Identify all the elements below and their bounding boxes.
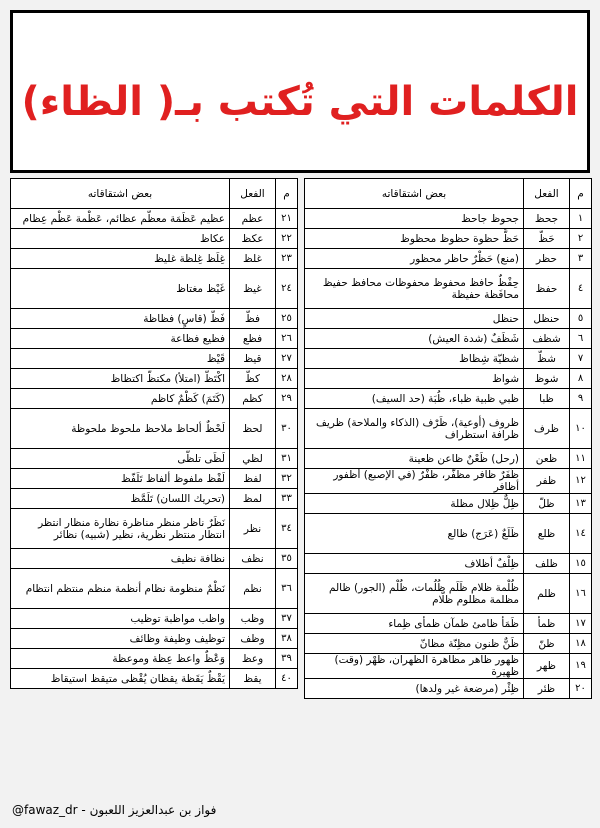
row-derivations: (تحريك اللسان) تَلَمَّظ — [11, 489, 230, 509]
row-number: ٢٤ — [276, 269, 298, 309]
row-verb: ظمأ — [524, 614, 570, 634]
table-row — [11, 309, 298, 329]
row-verb: وعظ — [230, 649, 276, 669]
row-derivations: جحوظ جاحظ — [305, 209, 524, 229]
row-number: ١٢ — [570, 469, 592, 494]
row-verb: كظّ — [230, 369, 276, 389]
row-derivations: نَظْمٌ منظومة نظام أنظمة منظم منتظم انتظام — [11, 569, 230, 609]
row-derivations: حَظٌّ حظوة حظوظ محظوظ — [305, 229, 524, 249]
row-verb: حظر — [524, 249, 570, 269]
table-row — [11, 409, 298, 449]
row-number: ٣٦ — [276, 569, 298, 609]
row-derivations: ظهور ظاهر مظاهرة الظهران، ظُهْر (وقت) ظهيرة — [305, 654, 524, 679]
row-derivations: يَقْظٌ يَقَظة يقظان يُقْظى متيقظ استيقاظ — [11, 669, 230, 689]
row-number: ٢٩ — [276, 389, 298, 409]
table-row — [305, 469, 592, 494]
row-number: ٢٨ — [276, 369, 298, 389]
row-number: ٣٥ — [276, 549, 298, 569]
row-derivations: ظِئْر (مرضعة غير ولدها) — [305, 679, 524, 699]
row-verb: ظبا — [524, 389, 570, 409]
row-verb: ظنّ — [524, 634, 570, 654]
row-derivations: واظب مواظبة توظيب — [11, 609, 230, 629]
row-number: ٣٢ — [276, 469, 298, 489]
row-verb: ظلّ — [524, 494, 570, 514]
row-verb: شوظ — [524, 369, 570, 389]
row-derivations: لَظَى تلظّى — [11, 449, 230, 469]
table-row — [305, 349, 592, 369]
row-number: ٢١ — [276, 209, 298, 229]
table-row — [305, 329, 592, 349]
row-derivations: شظيّة شِظاظ — [305, 349, 524, 369]
row-number: ١ — [570, 209, 592, 229]
row-verb: يقظ — [230, 669, 276, 689]
header-num: م — [570, 179, 592, 209]
row-verb: ظلف — [524, 554, 570, 574]
row-verb: ظلع — [524, 514, 570, 554]
row-verb: ظئر — [524, 679, 570, 699]
table-row — [11, 669, 298, 689]
row-verb: عظم — [230, 209, 276, 229]
page-title: الكلمات التي تُكتب بـ( الظاء) — [21, 79, 579, 125]
table-row — [305, 574, 592, 614]
table-row — [11, 509, 298, 549]
table-row — [305, 494, 592, 514]
row-derivations: ظَمَأ ظامئ ظمآن ظمأى ظِماء — [305, 614, 524, 634]
row-derivations: ظِلٌّ ظِلال مظلة — [305, 494, 524, 514]
table-row — [11, 369, 298, 389]
row-verb: نظف — [230, 549, 276, 569]
row-derivations: (منع) حَظْرٌ حاظر محظور — [305, 249, 524, 269]
table-row — [11, 449, 298, 469]
header-num: م — [276, 179, 298, 209]
row-verb: وظب — [230, 609, 276, 629]
row-verb: ظلم — [524, 574, 570, 614]
row-derivations: ظَنٌّ ظنون مظِنّة مظانّ — [305, 634, 524, 654]
row-derivations: فَظّ (قاسٍ) فظاظة — [11, 309, 230, 329]
row-derivations: ظروف (أوعية)، ظَرْف (الذكاء والملاحة) ظريف ظرافة استظراف — [305, 409, 524, 449]
row-number: ٨ — [570, 369, 592, 389]
row-verb: ظهر — [524, 654, 570, 679]
table-right — [304, 178, 592, 699]
row-number: ٥ — [570, 309, 592, 329]
table-row — [305, 389, 592, 409]
row-verb: غيظ — [230, 269, 276, 309]
table-row — [11, 389, 298, 409]
table-row — [11, 229, 298, 249]
row-derivations: عظيم عَظَمَة معظّم عظائم، عَظْمة عَظْم عِظام — [11, 209, 230, 229]
table-row — [305, 249, 592, 269]
row-number: ١٠ — [570, 409, 592, 449]
row-derivations: نَظَرٌ ناظر منظر مناظرة نظارة منظار انتظر انتظار منتظر نظرية، نظير (شبيه) نظائر — [11, 509, 230, 549]
table-row — [11, 629, 298, 649]
row-verb: قيظ — [230, 349, 276, 369]
header-derivs: بعض اشتقاقاته — [305, 179, 524, 209]
table-row — [11, 349, 298, 369]
row-derivations: لَفْظ ملفوظ ألفاظ تَلَفّظ — [11, 469, 230, 489]
row-verb: حَظّ — [524, 229, 570, 249]
row-number: ٣٩ — [276, 649, 298, 669]
row-number: ٣٤ — [276, 509, 298, 549]
row-verb: لظي — [230, 449, 276, 469]
row-number: ٢٢ — [276, 229, 298, 249]
row-verb: وظف — [230, 629, 276, 649]
row-derivations: ظَفَرٌ ظافر مظفّر، ظُفْرٌ (في الإصبع) أظفور أظافر — [305, 469, 524, 494]
row-derivations: فظيع فظاعة — [11, 329, 230, 349]
row-number: ١١ — [570, 449, 592, 469]
row-verb: حفظ — [524, 269, 570, 309]
row-number: ٣٧ — [276, 609, 298, 629]
row-number: ٣ — [570, 249, 592, 269]
table-header — [305, 179, 592, 209]
row-verb: نظر — [230, 509, 276, 549]
table-row — [11, 609, 298, 629]
row-derivations: قَيْظ — [11, 349, 230, 369]
row-verb: جحظ — [524, 209, 570, 229]
row-derivations: غَيْظ مغتاظ — [11, 269, 230, 309]
row-verb: فظّ — [230, 309, 276, 329]
table-row — [305, 409, 592, 449]
table-row — [305, 449, 592, 469]
table-row — [11, 489, 298, 509]
row-derivations: لَحْظٌ ألحاظ ملاحظ ملحوظ ملحوظة — [11, 409, 230, 449]
table-row — [305, 309, 592, 329]
row-number: ٦ — [570, 329, 592, 349]
table-row — [11, 569, 298, 609]
row-number: ٧ — [570, 349, 592, 369]
table-row — [305, 654, 592, 679]
row-verb: حنظل — [524, 309, 570, 329]
row-derivations: ظبي ظبية ظباء، ظُبَة (حد السيف) — [305, 389, 524, 409]
row-number: ٤٠ — [276, 669, 298, 689]
row-verb: ظعن — [524, 449, 570, 469]
row-derivations: حِفْظٌ حافظ محفوظ محفوظات محافظ حفيظ محافَظة حفيظة — [305, 269, 524, 309]
row-verb: نظم — [230, 569, 276, 609]
table-row — [305, 514, 592, 554]
row-number: ١٨ — [570, 634, 592, 654]
row-number: ٢٠ — [570, 679, 592, 699]
row-derivations: (كَتَمَ) كَظْمٌ كاظم — [11, 389, 230, 409]
title-box — [10, 10, 590, 173]
table-row — [11, 249, 298, 269]
header-derivs: بعض اشتقاقاته — [11, 179, 230, 209]
row-number: ١٤ — [570, 514, 592, 554]
table-row — [11, 469, 298, 489]
row-derivations: عكاظ — [11, 229, 230, 249]
row-verb: غلظ — [230, 249, 276, 269]
row-verb: فظع — [230, 329, 276, 349]
row-derivations: ظُلْمة ظلام ظَلَم ظُلُمات، ظُلْم (الجور) ظالم مظلمة مظلوم ظلّام — [305, 574, 524, 614]
table-row — [305, 554, 592, 574]
row-number: ٢ — [570, 229, 592, 249]
row-number: ١٧ — [570, 614, 592, 634]
table-row — [11, 649, 298, 669]
row-verb: شظّ — [524, 349, 570, 369]
row-number: ١٥ — [570, 554, 592, 574]
table-row — [11, 209, 298, 229]
row-number: ١٣ — [570, 494, 592, 514]
table-row — [305, 634, 592, 654]
row-verb: لمظ — [230, 489, 276, 509]
row-verb: عكظ — [230, 229, 276, 249]
row-number: ١٦ — [570, 574, 592, 614]
row-number: ٣٨ — [276, 629, 298, 649]
row-number: ١٩ — [570, 654, 592, 679]
table-left — [10, 178, 298, 689]
row-derivations: توظيف وظيفة وظائف — [11, 629, 230, 649]
table-row — [11, 549, 298, 569]
row-derivations: ظَلَعٌ (عَرَج) ظالع — [305, 514, 524, 554]
row-derivations: شَظَفٌ (شدة العيش) — [305, 329, 524, 349]
header-verb: الفعل — [524, 179, 570, 209]
row-verb: كظم — [230, 389, 276, 409]
row-derivations: اكْتَظّ (امتلأ) مكتظّ اكتظاظ — [11, 369, 230, 389]
row-verb: لفظ — [230, 469, 276, 489]
table-row — [11, 269, 298, 309]
row-derivations: وَعْظٌ واعظ عِظة وموعظة — [11, 649, 230, 669]
row-number: ٣٣ — [276, 489, 298, 509]
table-row — [305, 369, 592, 389]
row-derivations: شواظ — [305, 369, 524, 389]
row-derivations: ظِلْفٌ أظلاف — [305, 554, 524, 574]
row-number: ٩ — [570, 389, 592, 409]
row-number: ٢٧ — [276, 349, 298, 369]
row-derivations: حنظل — [305, 309, 524, 329]
table-header — [11, 179, 298, 209]
row-derivations: (رحل) ظَعْنٌ ظاعن ظعينة — [305, 449, 524, 469]
table-row — [305, 679, 592, 699]
row-verb: لحظ — [230, 409, 276, 449]
row-verb: ظفر — [524, 469, 570, 494]
table-row — [305, 614, 592, 634]
table-row — [11, 329, 298, 349]
row-derivations: غِلَظ غِلظة غليظ — [11, 249, 230, 269]
row-number: ٤ — [570, 269, 592, 309]
row-number: ٢٣ — [276, 249, 298, 269]
row-verb: ظرف — [524, 409, 570, 449]
row-verb: شظف — [524, 329, 570, 349]
table-row — [305, 209, 592, 229]
table-row — [305, 269, 592, 309]
row-number: ٢٦ — [276, 329, 298, 349]
row-number: ٣٠ — [276, 409, 298, 449]
row-number: ٣١ — [276, 449, 298, 469]
row-number: ٢٥ — [276, 309, 298, 329]
table-row — [305, 229, 592, 249]
header-verb: الفعل — [230, 179, 276, 209]
footer-credit: @fawaz_dr - فواز بن عبدالعزيز اللعبون — [12, 803, 217, 817]
row-derivations: نظافة نظيف — [11, 549, 230, 569]
